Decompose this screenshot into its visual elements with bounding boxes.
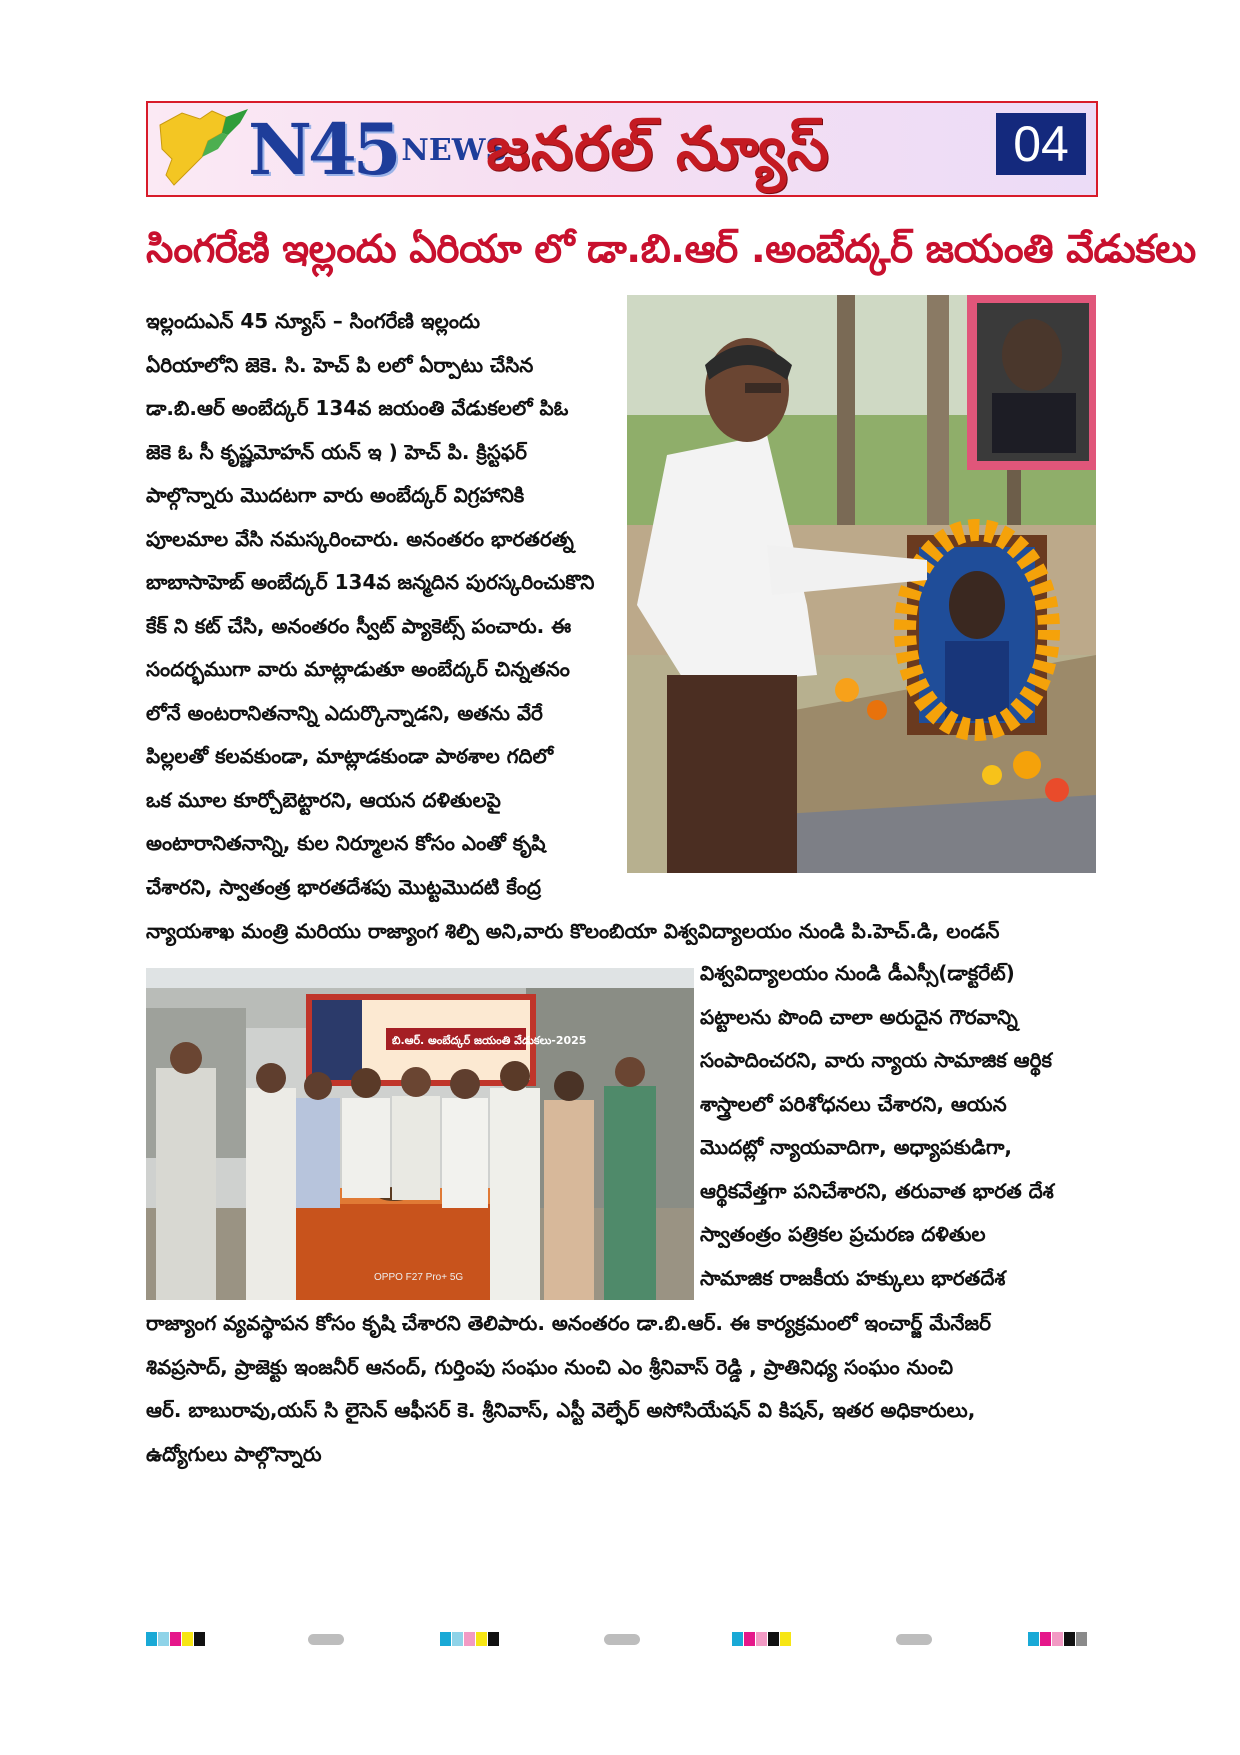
n45-news-logo [248, 105, 507, 195]
masthead-title: జనరల్ న్యూస్ [486, 114, 830, 184]
color-swatch [194, 1632, 205, 1646]
masthead [146, 101, 1098, 197]
photo-group-cake-cutting [146, 968, 694, 1300]
photo-garlanding-portrait [627, 295, 1096, 873]
photo-watermark: OPPO F27 Pro+ 5G [374, 1272, 464, 1283]
color-swatch [780, 1632, 791, 1646]
article-line: పూలమాల వేసి నమస్కరించారు. అనంతరం భారతరత్న [146, 526, 574, 551]
color-swatch [146, 1632, 157, 1646]
article-line: ఇల్లందుఎన్ 45 న్యూస్ – సింగరేణి ఇల్లందు [146, 309, 481, 333]
color-swatch [1052, 1632, 1063, 1646]
article-text-right [700, 952, 1090, 1300]
color-swatch [452, 1632, 463, 1646]
article-line: సంపాదించరని, వారు న్యాయ సామాజిక ఆర్థిక [700, 1048, 1052, 1072]
article-line: చేశారని, స్వాతంత్ర భారతదేశపు మొట్టమొదటి కేంద్ర [146, 874, 542, 899]
color-swatch [170, 1632, 181, 1646]
color-swatch [476, 1632, 487, 1646]
article-line: సందర్భముగా వారు మాట్లాడుతూ అంబేద్కర్ చిన్నతనం [146, 657, 570, 681]
color-swatch [1064, 1632, 1075, 1646]
article-line: సామాజిక రాజకీయ హక్కులు భారతదేశ [700, 1265, 1006, 1290]
article-line: విశ్వవిద్యాలయం నుండి డీఎస్సీ(డాక్టరేట్) [700, 961, 1015, 985]
article-line: న్యాయశాఖ మంత్రి మరియు రాజ్యాంగ శిల్పి అని,వారు కొలంబియా విశ్వవిద్యాలయం నుండి పి.హెచ్.డి, లండన్ [146, 919, 1000, 943]
article-line: పాల్గొన్నారు మొదటగా వారు అంబేద్కర్ విగ్రహానికి [146, 483, 525, 507]
article-line: ఆర్థికవేత్తగా పనిచేశారని, తరువాత భారత దేశ [700, 1178, 1054, 1203]
color-swatch [1040, 1632, 1051, 1646]
state-map-icon [152, 105, 252, 195]
article-line: ఉద్యోగులు పాల్గొన్నారు [146, 1441, 322, 1466]
color-swatch [182, 1632, 193, 1646]
article-line: జెకె ఓ సీ కృష్ణమోహన్ యన్ ఇ ) హెచ్ పి. క్రిస్టఫర్ [146, 439, 527, 464]
color-swatch [488, 1632, 499, 1646]
color-pill [308, 1634, 344, 1645]
color-swatch [464, 1632, 475, 1646]
article-line: మొదట్లో న్యాయవాదిగా, అధ్యాపకుడిగా, [700, 1135, 1013, 1159]
article-text-top [146, 300, 616, 909]
page-number: 04 [996, 113, 1086, 175]
color-swatch [1076, 1632, 1087, 1646]
color-swatch [768, 1632, 779, 1646]
article-line: పిల్లలతో కలవకుండా, మాట్లాడకుండా పాఠశాల గదిలో [146, 744, 554, 768]
logo-news: NEWS [401, 133, 508, 168]
color-swatch [744, 1632, 755, 1646]
color-swatch [440, 1632, 451, 1646]
logo-number: N45 [248, 108, 398, 191]
article-line: లోనే అంటరానితనాన్ని ఎదుర్కొన్నాడని, అతను వేరే [146, 700, 543, 725]
print-colorbar [0, 1632, 1240, 1646]
article-line: అంటారానితనాన్ని, కుల నిర్మూలన కోసం ఎంతో కృషి [146, 831, 546, 855]
article-text-bottom [146, 1302, 1096, 1476]
article-line: ఏరియాలోని జెకె. సి. హెచ్ పి లలో ఏర్పాటు చేసిన [146, 352, 534, 377]
article-text-fullwidth [146, 910, 1086, 954]
article-line: బాబాసాహెబ్ అంబేద్కర్ 134వ జన్మదిన పురస్కరించుకొని [146, 570, 595, 594]
color-swatch [732, 1632, 743, 1646]
color-swatch [158, 1632, 169, 1646]
article-line: రాజ్యాంగ వ్యవస్థాపన కోసం కృషి చేశారని తెలిపారు. అనంతరం డా.బి.ఆర్. ఈ కార్యక్రమంలో ఇంచార్జ్ మేనేజర్ [146, 1311, 991, 1335]
color-pill [604, 1634, 640, 1645]
article-line: స్వాతంత్రం పత్రికల ప్రచురణ దళితుల [700, 1222, 986, 1246]
article-line: కేక్ ని కట్ చేసి, అనంతరం స్వీట్ ప్యాకెట్స్ పంచారు. ఈ [146, 613, 572, 638]
banner-text: బి.ఆర్. అంబేద్కర్ జయంతి వేడుకలు-2025 [392, 1034, 587, 1047]
color-pill [896, 1634, 932, 1645]
article-line: ఒక మూల కూర్చోబెట్టారని, ఆయన దళితులపై [146, 787, 501, 812]
article-line: శివప్రసాద్, ప్రాజెక్టు ఇంజనీర్ ఆనంద్, గుర్తింపు సంఘం నుంచి ఎం శ్రీనివాస్ రెడ్డి , ప్రాతినిధ్య సంఘం నుంచి [146, 1354, 954, 1379]
article-line: పట్టాలను పొంది చాలా అరుదైన గౌరవాన్ని [700, 1004, 1018, 1029]
color-swatch [1028, 1632, 1039, 1646]
color-swatch [756, 1632, 767, 1646]
article-line: శాస్త్రాలలో పరిశోధనలు చేశారని, ఆయన [700, 1091, 1007, 1116]
article-line: డా.బి.ఆర్ అంబేద్కర్ 134వ జయంతి వేడుకలలో పిఓ [146, 396, 569, 420]
headline: సింగరేణి ఇల్లందు ఏరియా లో డా.బి.ఆర్ .అంబేద్కర్ జయంతి వేడుకలు [146, 227, 1196, 272]
article-line: ఆర్. బాబురావు,యస్ సి లైసెన్ ఆఫీసర్ కె. శ్రీనివాస్, ఎస్టీ వెల్ఫేర్ అసోసియేషన్ వి కిషన్, ఇతర అధికారులు, [146, 1398, 976, 1422]
